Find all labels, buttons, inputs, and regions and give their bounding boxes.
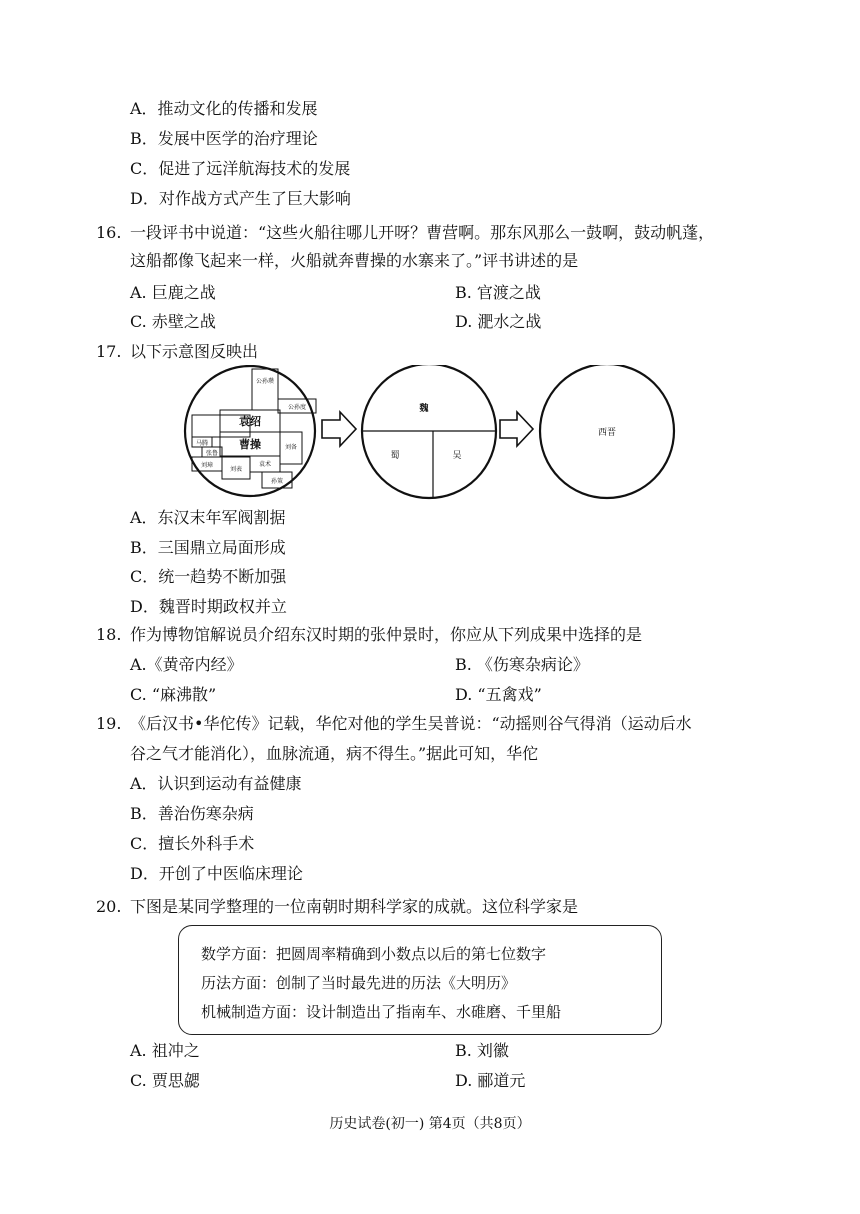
q19-option-d: D．开创了中医临床理论 <box>130 864 303 883</box>
map1-caocao: 曹操 <box>239 438 261 451</box>
warlord-map <box>185 366 316 496</box>
map1-yuanshao: 袁绍 <box>239 415 261 428</box>
map1-sun-ce: 孙策 <box>270 478 284 485</box>
map1-liu-zhang: 刘璋 <box>200 462 214 469</box>
q19-number: 19. <box>96 714 122 733</box>
q15-option-d: D．对作战方式产生了巨大影响 <box>130 189 351 208</box>
map1-yuan-shu: 袁术 <box>258 461 272 468</box>
map2-wei: 魏 <box>419 404 429 414</box>
q16-option-a: A. 巨鹿之战 <box>130 283 216 302</box>
q17-option-d: D．魏晋时期政权并立 <box>130 597 287 616</box>
q17-option-c: C．统一趋势不断加强 <box>130 567 287 586</box>
q18-stem: 作为博物馆解说员介绍东汉时期的张仲景时，你应从下列成果中选择的是 <box>130 625 643 644</box>
map2-wu: 吴 <box>452 451 462 461</box>
q20-option-d: D. 郦道元 <box>455 1071 526 1090</box>
q19-option-c: C．擅长外科手术 <box>130 834 255 853</box>
q19-option-a: A．认识到运动有益健康 <box>130 774 302 793</box>
achievement-box <box>178 925 662 1035</box>
western-jin-map <box>540 365 674 498</box>
q20-option-c: C. 贾思勰 <box>130 1071 200 1090</box>
q16-option-c: C. 赤壁之战 <box>130 312 216 331</box>
q17-option-b: B．三国鼎立局面形成 <box>130 538 286 557</box>
q16-number: 16. <box>96 223 122 242</box>
arrow-icon <box>500 412 533 446</box>
q19-stem-line1: 《后汉书•华佗传》记载，华佗对他的学生吴普说：“动摇则谷气得消（运动后水 <box>130 714 692 733</box>
q17-option-a: A．东汉末年军阀割据 <box>130 508 286 527</box>
q18-option-b: B. 《伤寒杂病论》 <box>455 655 589 674</box>
q20-number: 20. <box>96 897 122 916</box>
achievement-calendar: 历法方面：创制了当时最先进的历法《大明历》 <box>201 974 517 992</box>
q15-option-a: A．推动文化的传播和发展 <box>130 99 318 118</box>
q16-option-b: B. 官渡之战 <box>455 283 541 302</box>
q17-stem: 以下示意图反映出 <box>130 342 259 361</box>
map1-ma-teng: 马腾 <box>195 440 209 447</box>
q16-stem-line1: 一段评书中说道：“这些火船往哪儿开呀？曹营啊。那东风那么一鼓啊，鼓动帆蓬， <box>130 223 715 242</box>
map2-shu: 蜀 <box>390 451 400 461</box>
q19-option-b: B．善治伤寒杂病 <box>130 804 254 823</box>
map1-zhang-lu: 张鲁 <box>205 450 219 457</box>
q16-option-d: D. 淝水之战 <box>455 312 542 331</box>
q17-diagram <box>180 365 680 500</box>
q18-number: 18. <box>96 625 122 644</box>
achievement-math: 数学方面：把圆周率精确到小数点以后的第七位数字 <box>201 945 547 963</box>
three-kingdoms-map <box>362 365 496 498</box>
q20-option-a: A. 祖冲之 <box>130 1041 200 1060</box>
q18-option-a: A.《黄帝内经》 <box>130 655 243 674</box>
map1-gongsun-du: 公孙度 <box>287 404 307 411</box>
q20-option-b: B. 刘徽 <box>455 1041 509 1060</box>
q20-stem: 下图是某同学整理的一位南朝时期科学家的成就。这位科学家是 <box>130 897 579 916</box>
q17-number: 17. <box>96 342 122 361</box>
page-footer: 历史试卷(初一) 第4页（共8页） <box>329 1116 531 1132</box>
map1-gongsun-zan: 公孙瓒 <box>255 378 275 385</box>
q15-option-c: C．促进了远洋航海技术的发展 <box>130 159 351 178</box>
map1-liu-biao: 刘表 <box>229 466 243 473</box>
q18-option-c: C. “麻沸散” <box>130 685 217 704</box>
q18-option-d: D. “五禽戏” <box>455 685 542 704</box>
map3-xijin: 西晋 <box>597 428 617 438</box>
map1-liu-bei: 刘备 <box>284 444 298 451</box>
q19-stem-line2: 谷之气才能消化），血脉流通，病不得生。”据此可知，华佗 <box>130 744 539 763</box>
arrow-icon <box>322 412 356 446</box>
achievement-machinery: 机械制造方面：设计制造出了指南车、水碓磨、千里船 <box>201 1003 562 1021</box>
q15-option-b: B．发展中医学的治疗理论 <box>130 129 318 148</box>
q16-stem-line2: 这船都像飞起来一样，火船就奔曹操的水寨来了。”评书讲述的是 <box>130 251 579 270</box>
